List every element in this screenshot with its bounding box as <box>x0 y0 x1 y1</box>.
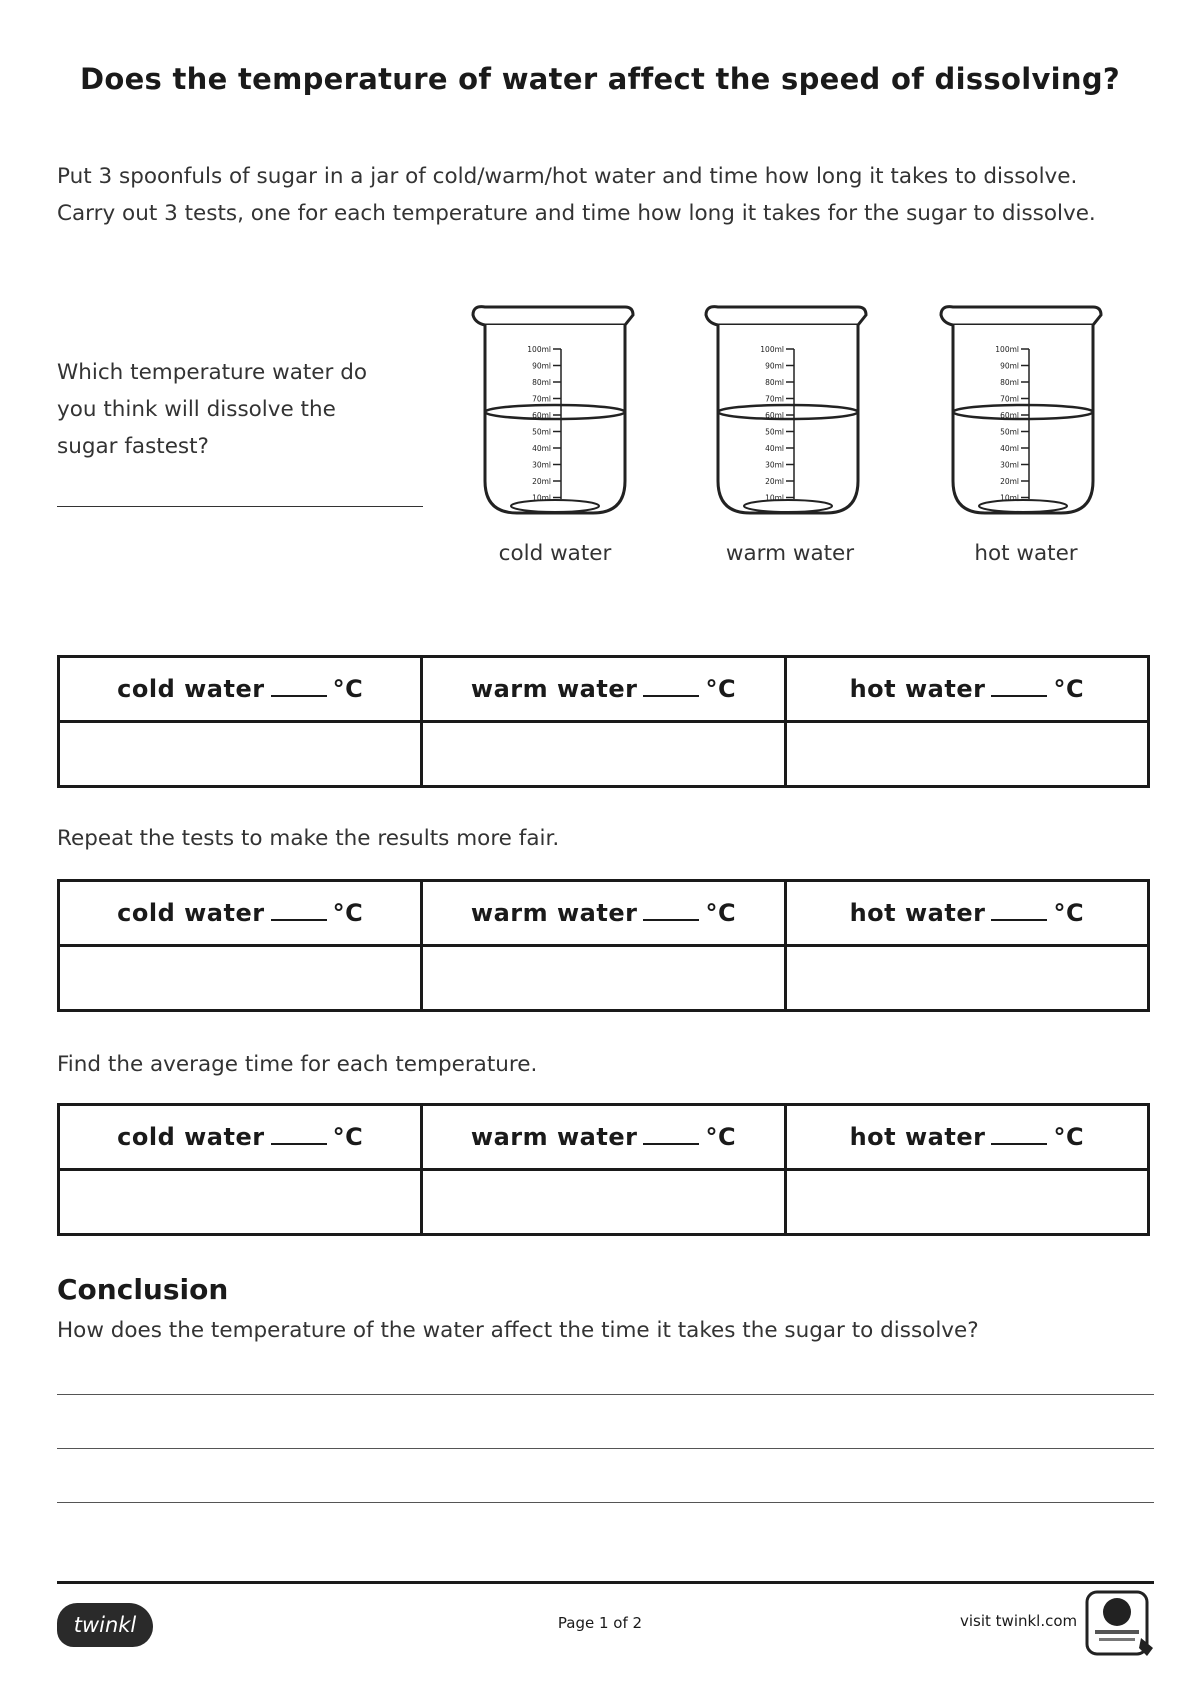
scale-label: 90ml <box>532 361 551 371</box>
average-instruction: Find the average time for each temperature. <box>57 1052 538 1077</box>
beaker-label-hot: hot water <box>974 541 1078 566</box>
answer-cell-cold[interactable] <box>59 946 422 1011</box>
question-line-2: you think will dissolve the <box>57 397 336 422</box>
scale-label: 60ml <box>765 411 784 420</box>
scale-label: 80ml <box>1000 378 1019 387</box>
results-table-test-1 <box>57 655 1150 788</box>
scale-label: 10ml <box>532 493 551 503</box>
beaker-hot-icon <box>933 303 1113 523</box>
page-number: Page 1 of 2 <box>557 1614 643 1632</box>
answer-cell-warm[interactable] <box>422 946 785 1011</box>
footer-divider <box>57 1581 1154 1584</box>
scale-label: 10ml <box>765 493 784 503</box>
results-table-test-2 <box>57 879 1150 1012</box>
conclusion-write-line[interactable] <box>57 1448 1154 1449</box>
answer-cell-hot[interactable] <box>785 1170 1148 1235</box>
scale-label: 70ml <box>532 394 551 404</box>
scale-label: 60ml <box>1000 411 1019 420</box>
scale-label: 70ml <box>1000 394 1019 404</box>
scale-label: 100ml <box>760 345 784 354</box>
beaker-label-cold: cold water <box>498 541 612 566</box>
header-warm: warm water °C <box>422 1105 785 1170</box>
beaker-rim <box>473 307 633 325</box>
scale-label: 90ml <box>765 361 784 371</box>
scale-label: 30ml <box>532 460 551 470</box>
prediction-question <box>57 354 417 465</box>
prediction-answer-line[interactable] <box>57 506 423 507</box>
beaker-rim <box>941 307 1101 325</box>
page-title: Does the temperature of water affect the speed of dissolving? <box>79 62 1121 96</box>
question-line-1: Which temperature water do <box>57 360 368 385</box>
answer-cell-hot[interactable] <box>785 722 1148 787</box>
answer-cell-hot[interactable] <box>785 946 1148 1011</box>
scale-label: 40ml <box>1000 444 1019 453</box>
header-cold: cold water °C <box>59 881 422 946</box>
header-warm: warm water °C <box>422 881 785 946</box>
scale-label: 20ml <box>532 477 551 486</box>
scale-label: 100ml <box>527 345 551 354</box>
header-cold: cold water °C <box>59 657 422 722</box>
scale-label: 50ml <box>532 427 551 437</box>
visit-link[interactable]: visit twinkl.com <box>960 1612 1078 1630</box>
scale-label: 20ml <box>1000 477 1019 486</box>
conclusion-question: How does the temperature of the water affect the time it takes the sugar to dissolve? <box>57 1318 979 1343</box>
header-cold: cold water °C <box>59 1105 422 1170</box>
header-warm: warm water °C <box>422 657 785 722</box>
header-hot: hot water °C <box>785 1105 1148 1170</box>
twinkl-logo: twinkl <box>57 1603 153 1647</box>
scale-label: 40ml <box>532 444 551 453</box>
conclusion-write-line[interactable] <box>57 1394 1154 1395</box>
scale-label: 100ml <box>995 345 1019 354</box>
answer-cell-warm[interactable] <box>422 722 785 787</box>
scale-label: 60ml <box>532 411 551 420</box>
beaker-label-warm: warm water <box>725 541 855 566</box>
scale-label: 90ml <box>1000 361 1019 371</box>
conclusion-write-line[interactable] <box>57 1502 1154 1503</box>
question-line-3: sugar fastest? <box>57 434 209 459</box>
intro-text <box>57 158 1167 232</box>
scale-label: 20ml <box>765 477 784 486</box>
conclusion-heading: Conclusion <box>57 1273 229 1306</box>
intro-line-2: Carry out 3 tests, one for each temperature and time how long it takes for the sugar to dissolve. <box>57 201 1096 226</box>
scale-label: 80ml <box>765 378 784 387</box>
quality-badge-icon <box>1085 1590 1157 1660</box>
scale-label: 50ml <box>1000 427 1019 437</box>
scale-label: 30ml <box>1000 460 1019 470</box>
scale-label: 40ml <box>765 444 784 453</box>
answer-cell-warm[interactable] <box>422 1170 785 1235</box>
scale-label: 50ml <box>765 427 784 437</box>
intro-line-1: Put 3 spoonfuls of sugar in a jar of cold/warm/hot water and time how long it takes to dissolve. <box>57 164 1078 189</box>
scale-label: 30ml <box>765 460 784 470</box>
header-hot: hot water °C <box>785 657 1148 722</box>
beaker-cold-icon <box>465 303 645 523</box>
answer-cell-cold[interactable] <box>59 722 422 787</box>
scale-label: 70ml <box>765 394 784 404</box>
scale-label: 80ml <box>532 378 551 387</box>
beaker-warm-icon <box>698 303 878 523</box>
results-table-average <box>57 1103 1150 1236</box>
answer-cell-cold[interactable] <box>59 1170 422 1235</box>
beaker-rim <box>706 307 866 325</box>
repeat-instruction: Repeat the tests to make the results more fair. <box>57 826 560 851</box>
header-hot: hot water °C <box>785 881 1148 946</box>
scale-label: 10ml <box>1000 493 1019 503</box>
